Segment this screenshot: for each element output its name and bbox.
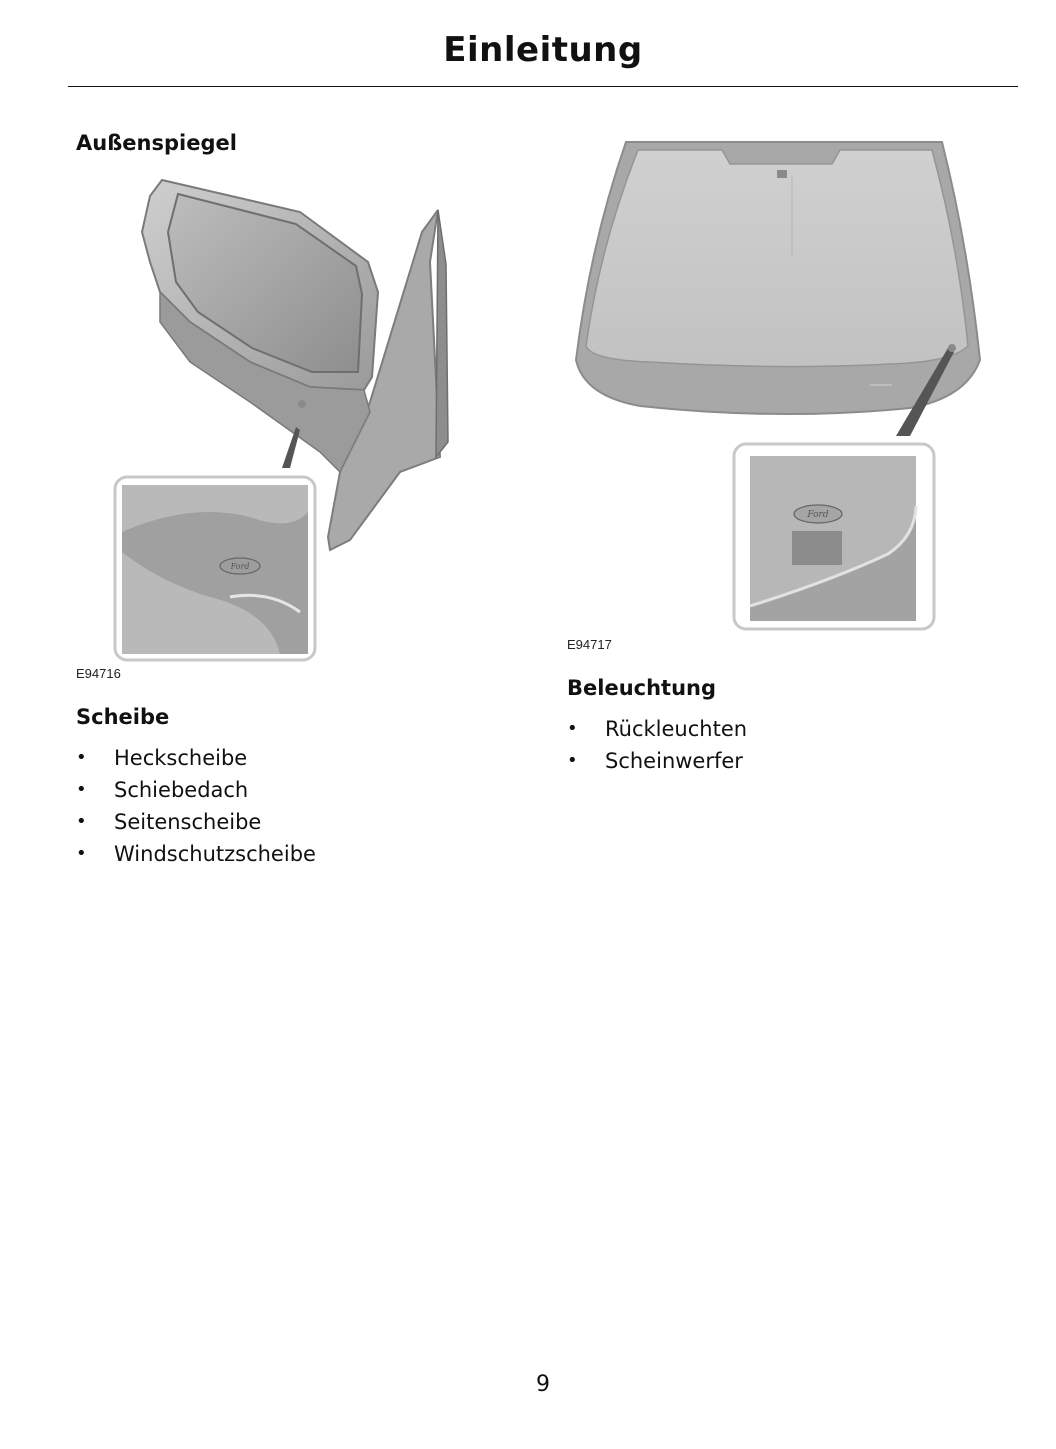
windshield-figure-caption: E94717 [567,637,612,652]
mirror-illustration [100,172,450,667]
glass-heading: Scheibe [76,705,170,729]
list-item: • Rückleuchten [567,713,747,745]
page-number: 9 [536,1372,550,1397]
inset-ford-logo: Ford [807,510,829,520]
list-item: • Schiebedach [76,774,316,806]
list-item: • Seitenscheibe [76,806,316,838]
inset-ford-logo: Ford [230,562,250,571]
lighting-list [567,713,747,777]
windshield-illustration [570,136,990,636]
mirror-figure-caption: E94716 [76,666,121,681]
list-item: • Heckscheibe [76,742,316,774]
bullet-dot-icon: • [567,750,578,771]
title-rule [68,86,1018,87]
bullet-dot-icon: • [567,718,578,739]
glass-list [76,742,316,870]
mirror-heading: Außenspiegel [76,131,237,155]
list-item: • Scheinwerfer [567,745,747,777]
page-title: Einleitung [443,30,643,70]
bullet-dot-icon: • [76,747,87,768]
bullet-dot-icon: • [76,811,87,832]
list-item: • Windschutzscheibe [76,838,316,870]
lighting-heading: Beleuchtung [567,676,717,700]
bullet-dot-icon: • [76,779,87,800]
bullet-dot-icon: • [76,843,87,864]
